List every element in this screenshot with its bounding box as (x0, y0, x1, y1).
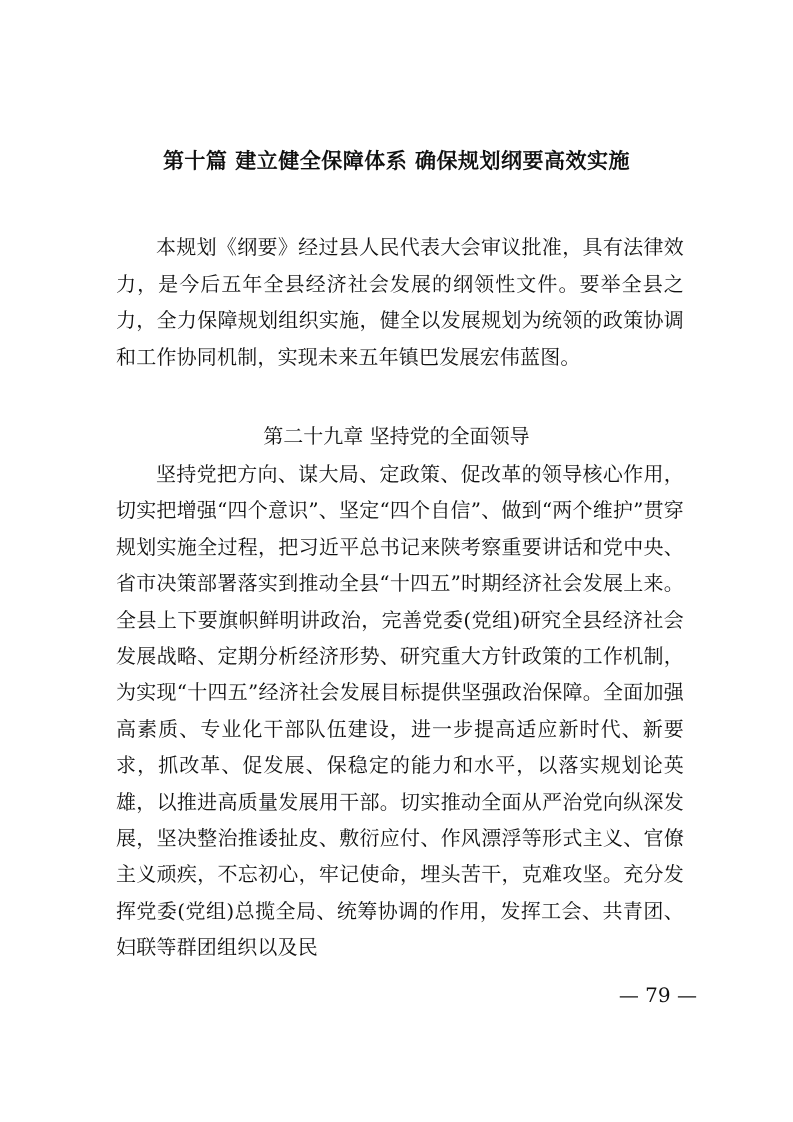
chapter-title: 第二十九章 坚持党的全面领导 (263, 424, 530, 448)
chapter-paragraph: 坚持党把方向、谋大局、定政策、促改革的领导核心作用，切实把增强“四个意识”、坚定“四个自信”、做到“两个维护”贯穿规划实施全过程，把习近平总书记来陕考察重要讲话和党中央、省市决策部署落实到推动全县“十四五”时期经济社会发展上来。全县上下要旗帜鲜明讲政治，完善党委(党组)研究全县经济社会发展战略、定期分析经济形势、研究重大方针政策的工作机制，为实现“十四五”经济社会发展目标提供坚强政治保障。全面加强高素质、专业化干部队伍建设，进一步提高适应新时代、新要求，抓改革、促发展、保稳定的能力和水平，以落实规划论英雄，以推进高质量发展用干部。切实推动全面从严治党向纵深发展，坚决整治推诿扯皮、敷衍应付、作风漂浮等形式主义、官僚主义顽疾，不忘初心，牢记使命，埋头苦干，克难攻坚。充分发挥党委(党组)总揽全局、统筹协调的作用，发挥工会、共青团、妇联等群团组织以及民 (116, 462, 684, 960)
intro-paragraph: 本规划《纲要》经过县人民代表大会审议批准，具有法律效力，是今后五年全县经济社会发展的纲领性文件。要举全县之力，全力保障规划组织实施，健全以发展规划为统领的政策协调和工作协同机制，实现未来五年镇巴发展宏伟蓝图。 (116, 235, 684, 369)
page-number: — 79 — (618, 983, 697, 1007)
part-title: 第十篇 建立健全保障体系 确保规划纲要高效实施 (162, 149, 631, 173)
